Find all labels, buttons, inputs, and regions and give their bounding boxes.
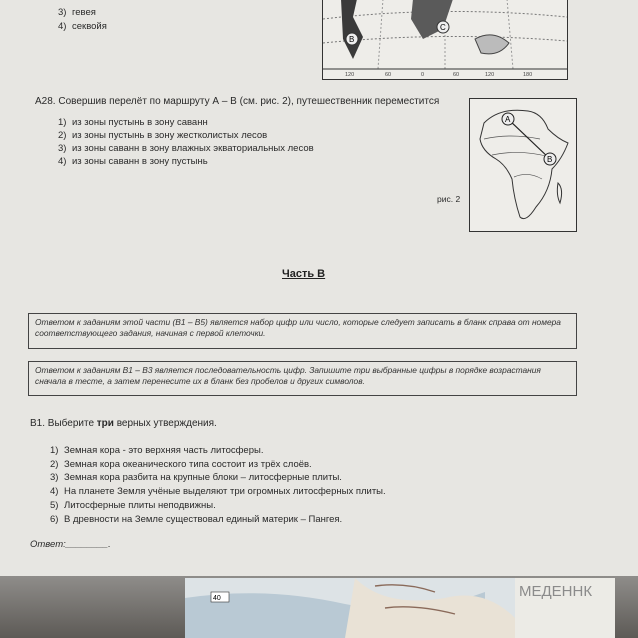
point-a: A bbox=[505, 115, 511, 124]
b1-option-4: 4) На планете Земля учёные выделяют три огромных литосферных плиты. bbox=[50, 486, 386, 497]
notice-box-2: Ответом к заданиям В1 – В3 является последовательность цифр. Запишите три выбранные цифры в порядке возрастания сначала в тесте, а затем перенесите их в бланк без пробелов и других символов. bbox=[28, 361, 577, 396]
continent-shape bbox=[341, 0, 363, 59]
continent-shape bbox=[411, 0, 453, 39]
marker-b: B bbox=[349, 35, 355, 44]
scale-label: 0 bbox=[421, 72, 425, 78]
scale-label: 60 bbox=[385, 72, 392, 78]
a28-option-1: 1) из зоны пустынь в зону саванн bbox=[58, 117, 208, 128]
atlas-scale-value: 40 bbox=[213, 595, 221, 602]
b1-option-1: 1) Земная кора - это верхняя часть литосферы. bbox=[50, 445, 264, 456]
scale-label: 120 bbox=[345, 72, 355, 78]
atlas-heading-fragment: МЕДЕННК bbox=[519, 583, 593, 600]
top-list-item: 4) секвойя bbox=[58, 21, 107, 32]
part-b-title: Часть В bbox=[282, 268, 326, 280]
a28-option-2: 2) из зоны пустынь в зону жестколистых лесов bbox=[58, 130, 268, 141]
marker-c: C bbox=[440, 23, 446, 32]
a28-option-3: 3) из зоны саванн в зону влажных экваториальных лесов bbox=[58, 143, 314, 154]
africa-map-svg bbox=[470, 99, 576, 231]
answer-line[interactable]: Ответ:________. bbox=[30, 539, 111, 550]
point-b: B bbox=[547, 155, 553, 164]
a28-question: A28. Совершив перелёт по маршруту А – В (см. рис. 2), путешественник переместится bbox=[35, 96, 440, 107]
world-map-svg bbox=[323, 0, 567, 79]
scale-label: 180 bbox=[523, 72, 533, 78]
b1-option-3: 3) Земная кора разбита на крупные блоки – литосферные плиты. bbox=[50, 472, 342, 483]
fig-caption: рис. 2 bbox=[437, 194, 461, 204]
atlas-map-photo bbox=[185, 578, 615, 638]
b1-question: В1. Выберите три верных утверждения. bbox=[30, 418, 217, 429]
atlas-svg bbox=[185, 578, 615, 638]
notice-box-1: Ответом к заданиям этой части (В1 – В5) является набор цифр или число, которые следует записать в бланк справа от номера соответствующего задания, начиная с первой клеточки. bbox=[28, 313, 577, 349]
b1-option-5: 5) Литосферные плиты неподвижны. bbox=[50, 500, 216, 511]
a28-option-4: 4) из зоны саванн в зону пустынь bbox=[58, 156, 208, 167]
africa-map-figure bbox=[469, 98, 577, 232]
world-map-figure bbox=[322, 0, 568, 80]
top-list-item: 3) гевея bbox=[58, 7, 96, 18]
b1-option-6: 6) В древности на Земле существовал единый материк – Пангея. bbox=[50, 514, 343, 525]
africa-outline bbox=[480, 110, 568, 218]
b1-option-2: 2) Земная кора океанического типа состоит из трёх слоёв. bbox=[50, 459, 312, 470]
scale-label: 60 bbox=[453, 72, 460, 78]
scale-label: 120 bbox=[485, 72, 495, 78]
